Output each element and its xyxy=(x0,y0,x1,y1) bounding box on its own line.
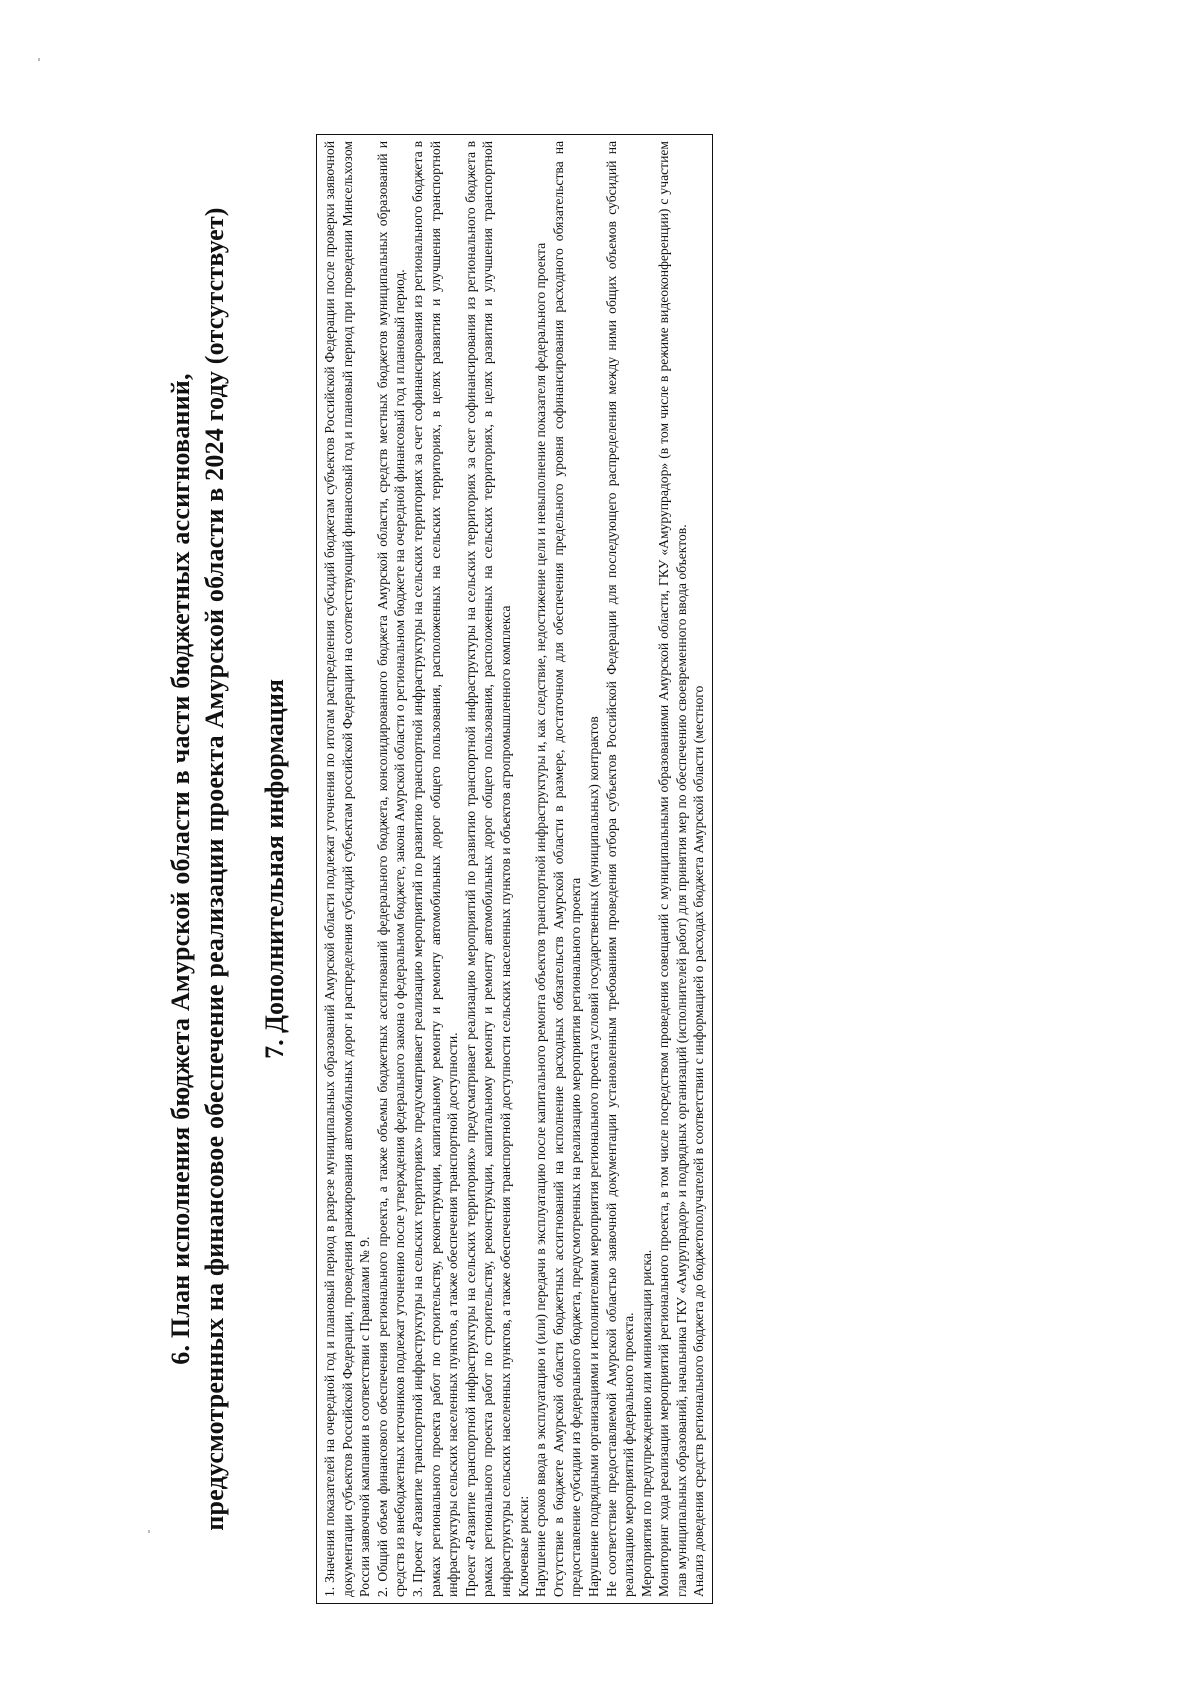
scan-dust-mark xyxy=(38,58,40,61)
key-risks-heading: Ключевые риски: xyxy=(515,1495,531,1597)
rotated-page-content xyxy=(164,134,1034,1604)
risk-item-documentation: Не соответствие предоставляемой Амурской областью заявочной документации установленным требованиям проведения отбора субъектов Российской Федерации для последующего распределения между ними общих объемов субсидий на реализацию мероприятий федерального проекта. xyxy=(603,141,637,1597)
info-paragraph-3: 3. Проект «Развитие транспортной инфраструктуры на сельских территориях» предусматривает реализацию мероприятий по развитию транспортной инфраструктуры на сельских территориях за счет софинансирования из регионального бюджета в рамках регионального проекта работ по строительству, реконструкции, капитальному ремонту и ремонту автомобильных дорог общего пользования, расположенных на сельских территориях, в целях развития и улучшения транспортной инфраструктуры сельских населенных пунктов, а также обеспечения транспортной доступности. xyxy=(409,141,461,1597)
additional-info-cell xyxy=(317,135,713,1604)
section-6-title-line-2: предусмотренных на финансовое обеспечение реализации проекта Амурской области в 2024 году (отсутствует) xyxy=(200,207,229,1531)
risk-item-budget: Отсутствие в бюджете Амурской области бюджетных ассигнований на исполнение расходных обязательств Амурской области в размере, достаточном для обеспечения предельного уровня софинансирования расходного обязательства на предоставление субсидии из федерального бюджета, предусмотренных на реализацию мероприятия регионального проекта xyxy=(550,141,584,1597)
section-6-title-line-1: 6. План исполнения бюджета Амурской области в части бюджетных ассигнований, xyxy=(166,373,195,1365)
table-row xyxy=(317,135,713,1604)
info-paragraph-1: 1. Значения показателей на очередной год и плановый период в разрезе муниципальных образований Амурской области подлежат уточнения по итогам распределения субсидий бюджетам субъектов Российской Федерации после проверки заявочной документации субъектов Российской Федерации, проведения ранжирования автомобильных дорог и распределения субсидий субъектам российской Федерации на соответствующий финансовый год и плановый период при проведении Минсельхозом России заявочной кампании в соответствии с Правилами № 9. xyxy=(322,141,373,1597)
scan-dust-mark xyxy=(148,1530,150,1533)
mitigation-heading: Мероприятия по предупреждению или минимизации риска. xyxy=(638,1249,654,1597)
section-6-title xyxy=(164,134,232,1604)
additional-info-table xyxy=(316,134,713,1604)
mitigation-analysis: Анализ доведения средств регионального бюджета до бюджетополучателей в соответствии с информацией о расходах бюджета Амурской области (местного xyxy=(691,685,707,1597)
risk-item-contractors: Нарушение подрядными организациями и исполнителями мероприятия регионального проекта условий государственных (муниципальных) контрактов xyxy=(585,716,601,1597)
info-paragraph-project: Проект «Развитие транспортной инфраструктуры на сельских территориях» предусматривает реализацию мероприятий по развитию транспортной инфраструктуры на сельских территориях за счет софинансирования из регионального бюджета в рамках регионального проекта работ по строительству, реконструкции, капитальному ремонту и ремонту автомобильных дорог общего пользования, расположенных на сельских территориях, в целях развития и улучшения транспортной инфраструктуры сельских населенных пунктов, а также обеспечения транспортной доступности сельских населенных пунктов и объектов агропромышленного комплекса xyxy=(462,141,513,1597)
mitigation-monitoring: Мониторинг хода реализации мероприятий регионального проекта, в том числе посредством проведения совещаний с муниципальными образованиями Амурской области, ГКУ «Амурупрадор» (в том числе в режиме видеоконференции) с участием глав муниципальных образований, начальника ГКУ «Амурупрадор» и подрядных организаций (исполнителей работ) для принятия мер по обеспечению своевременного ввода объектов. xyxy=(656,141,689,1597)
risk-item-deadlines: Нарушение сроков ввода в эксплуатацию и (или) передачи в эксплуатацию после капитального ремонта объектов транспортной инфраструктуры и, как следствие, недостижение цели и невыполнение показателя федерального проекта xyxy=(533,242,549,1597)
section-7-title: 7. Дополнительная информация xyxy=(260,679,289,1059)
info-paragraph-2: 2. Общий объем финансового обеспечения регионального проекта, а также объемы бюджетных ассигнований федерального бюджета, консолидированного бюджета Амурской области, средств местных бюджетов муниципальных образований и средств из внебюджетных источников подлежат уточнению после утверждения федерального закона о федеральном бюджете, закона Амурской области о региональном бюджете на очередной финансовый год и плановый период. xyxy=(374,141,408,1597)
